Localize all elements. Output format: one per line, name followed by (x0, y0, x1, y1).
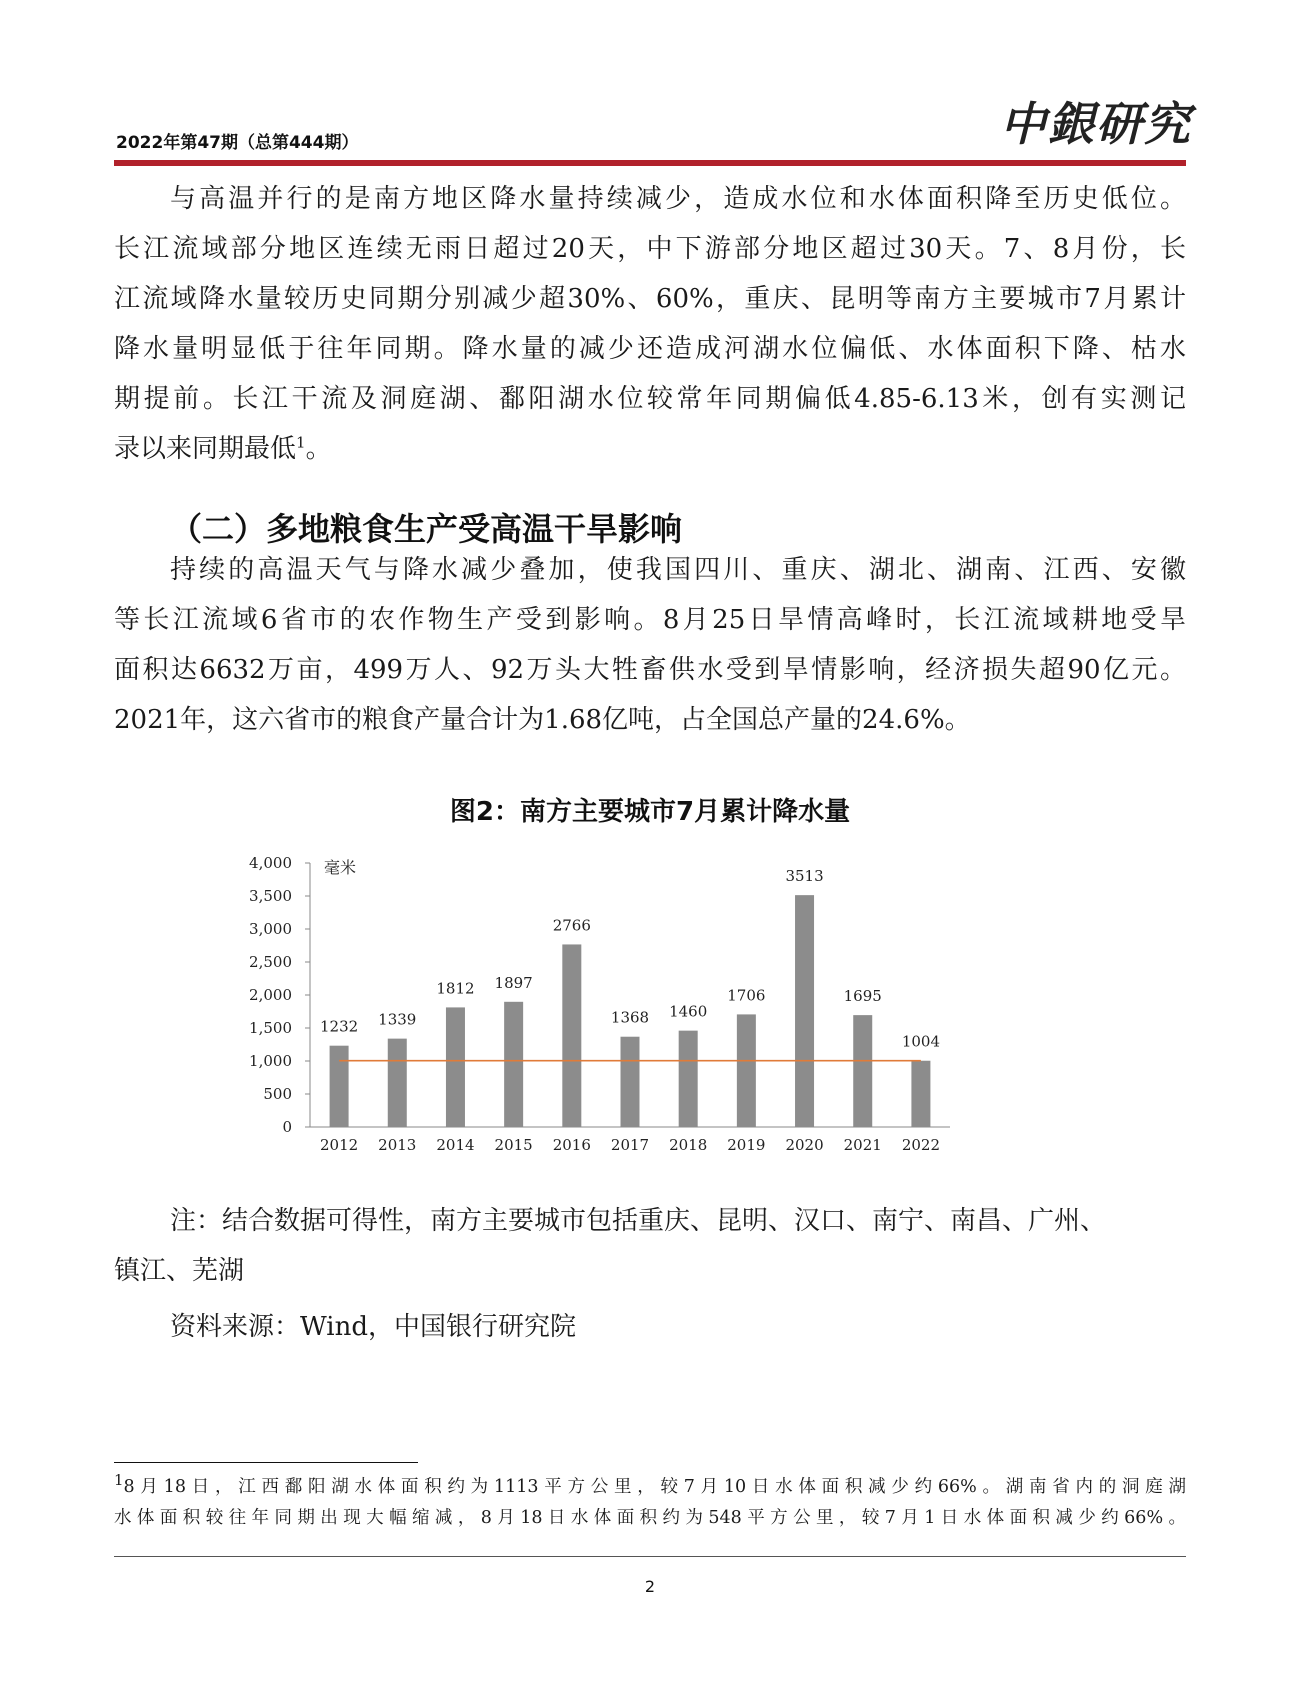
bar (504, 1002, 523, 1127)
issue-label: 2022年第47期（总第444期） (116, 133, 359, 153)
bar (679, 1031, 698, 1127)
source-text: 资料来源：Wind，中国银行研究院 (170, 1312, 576, 1342)
page-number: 2 (644, 1577, 656, 1596)
bar (737, 1014, 756, 1127)
x-tick-label: 2018 (669, 1136, 708, 1154)
x-tick-label: 2022 (901, 1136, 941, 1154)
paragraph-line: 等长江流域6省市的农作物生产受到影响。8月25日旱情高峰时，长江流域耕地受旱 (114, 605, 1186, 635)
bar (388, 1039, 407, 1127)
x-tick-label: 2017 (610, 1136, 650, 1154)
y-tick-label: 1,000 (249, 1052, 292, 1070)
x-tick-label: 2015 (494, 1136, 533, 1154)
footnote-text: 8月18日，江西鄱阳湖水体面积约为1113平方公里，较7月10日水体面积减少约66%。湖南省内的洞庭湖 (123, 1477, 1186, 1497)
y-tick-label: 2,500 (249, 953, 292, 971)
paragraph-line: 江流域降水量较历史同期分别减少超30%、60%，重庆、昆明等南方主要城市7月累计 (114, 284, 1186, 314)
bar-value-label: 1368 (610, 1008, 650, 1027)
bar-value-label: 1695 (843, 987, 882, 1006)
bar-value-label: 2766 (552, 916, 591, 935)
paragraph-line: 与高温并行的是南方地区降水量持续减少，造成水位和水体面积降至历史低位。 (170, 184, 1186, 214)
paragraph-text: 录以来同期最低 (114, 434, 297, 464)
bar (795, 895, 814, 1127)
bar-value-label: 3513 (785, 867, 824, 886)
y-axis-unit-label: 毫米 (324, 858, 357, 877)
y-tick-label: 3,500 (249, 887, 292, 905)
y-tick-label: 1,500 (249, 1019, 292, 1037)
note-line: 镇江、芜湖 (114, 1256, 245, 1286)
x-tick-label: 2013 (378, 1136, 417, 1154)
footnote-marker: 1 (114, 1471, 124, 1490)
y-tick-label: 2,000 (249, 986, 292, 1004)
y-tick-label: 4,000 (249, 854, 292, 872)
bar (911, 1061, 930, 1127)
figure-note (114, 1196, 1186, 1296)
bar-value-label: 1460 (669, 1002, 708, 1021)
bar-value-label: 1232 (319, 1017, 359, 1036)
x-tick-label: 2012 (319, 1136, 359, 1154)
x-tick-label: 2014 (436, 1136, 475, 1154)
bar (330, 1046, 349, 1127)
paragraph-line: 降水量明显低于往年同期。降水量的减少还造成河湖水位偏低、水体面积下降、枯水 (114, 334, 1186, 364)
y-tick-label: 500 (263, 1085, 292, 1103)
paragraph-line: 2021年，这六省市的粮食产量合计为1.68亿吨，占全国总产量的24.6%。 (114, 705, 971, 735)
paragraph-line: 面积达6632万亩，499万人、92万头大牲畜供水受到旱情影响，经济损失超90亿元。 (114, 655, 1186, 685)
footnote-reference[interactable]: 1 (296, 433, 306, 452)
figure-title: 图2：南方主要城市7月累计降水量 (449, 797, 851, 827)
footer-divider (114, 1556, 1186, 1557)
section-heading: （二）多地粮食生产受高温干旱影响 (170, 510, 683, 548)
bar-value-label: 1004 (901, 1032, 941, 1051)
brand-logo: 中銀研究 (1000, 97, 1192, 151)
paragraph-line (114, 424, 1186, 474)
header-divider (114, 160, 1186, 166)
bar-value-label: 1339 (378, 1010, 417, 1029)
x-tick-label: 2019 (727, 1136, 766, 1154)
bar (621, 1037, 640, 1127)
bar-value-label: 1706 (727, 986, 766, 1005)
x-tick-label: 2020 (785, 1136, 824, 1154)
footnote-line (114, 1472, 1186, 1503)
bar-value-label: 1897 (494, 973, 533, 992)
note-line: 注：结合数据可得性，南方主要城市包括重庆、昆明、汉口、南宁、南昌、广州、 (170, 1206, 1107, 1236)
bar (446, 1007, 465, 1127)
bar (853, 1015, 872, 1127)
x-tick-label: 2016 (552, 1136, 591, 1154)
figure-source (114, 1302, 1186, 1352)
footnote (114, 1472, 1186, 1534)
paragraph-water-levels (114, 174, 1186, 474)
paragraph-line: 期提前。长江干流及洞庭湖、鄱阳湖水位较常年同期偏低4.85-6.13米，创有实测记 (114, 384, 1186, 414)
footnote-line: 水体面积较往年同期出现大幅缩减，8月18日水体面积约为548平方公里，较7月1日水体面积减少约66%。 (114, 1508, 1186, 1528)
precipitation-bar-chart (240, 845, 1020, 1175)
footnote-divider (114, 1462, 418, 1463)
bar (562, 944, 581, 1127)
x-tick-label: 2021 (843, 1136, 882, 1154)
y-tick-label: 3,000 (249, 920, 292, 938)
paragraph-text: 。 (305, 434, 332, 464)
paragraph-line: 持续的高温天气与降水减少叠加，使我国四川、重庆、湖北、湖南、江西、安徽 (170, 555, 1186, 585)
paragraph-grain-production (114, 545, 1186, 745)
paragraph-line: 长江流域部分地区连续无雨日超过20天，中下游部分地区超过30天。7、8月份，长 (114, 234, 1186, 264)
bar-value-label: 1812 (436, 979, 475, 998)
y-tick-label: 0 (282, 1118, 292, 1136)
